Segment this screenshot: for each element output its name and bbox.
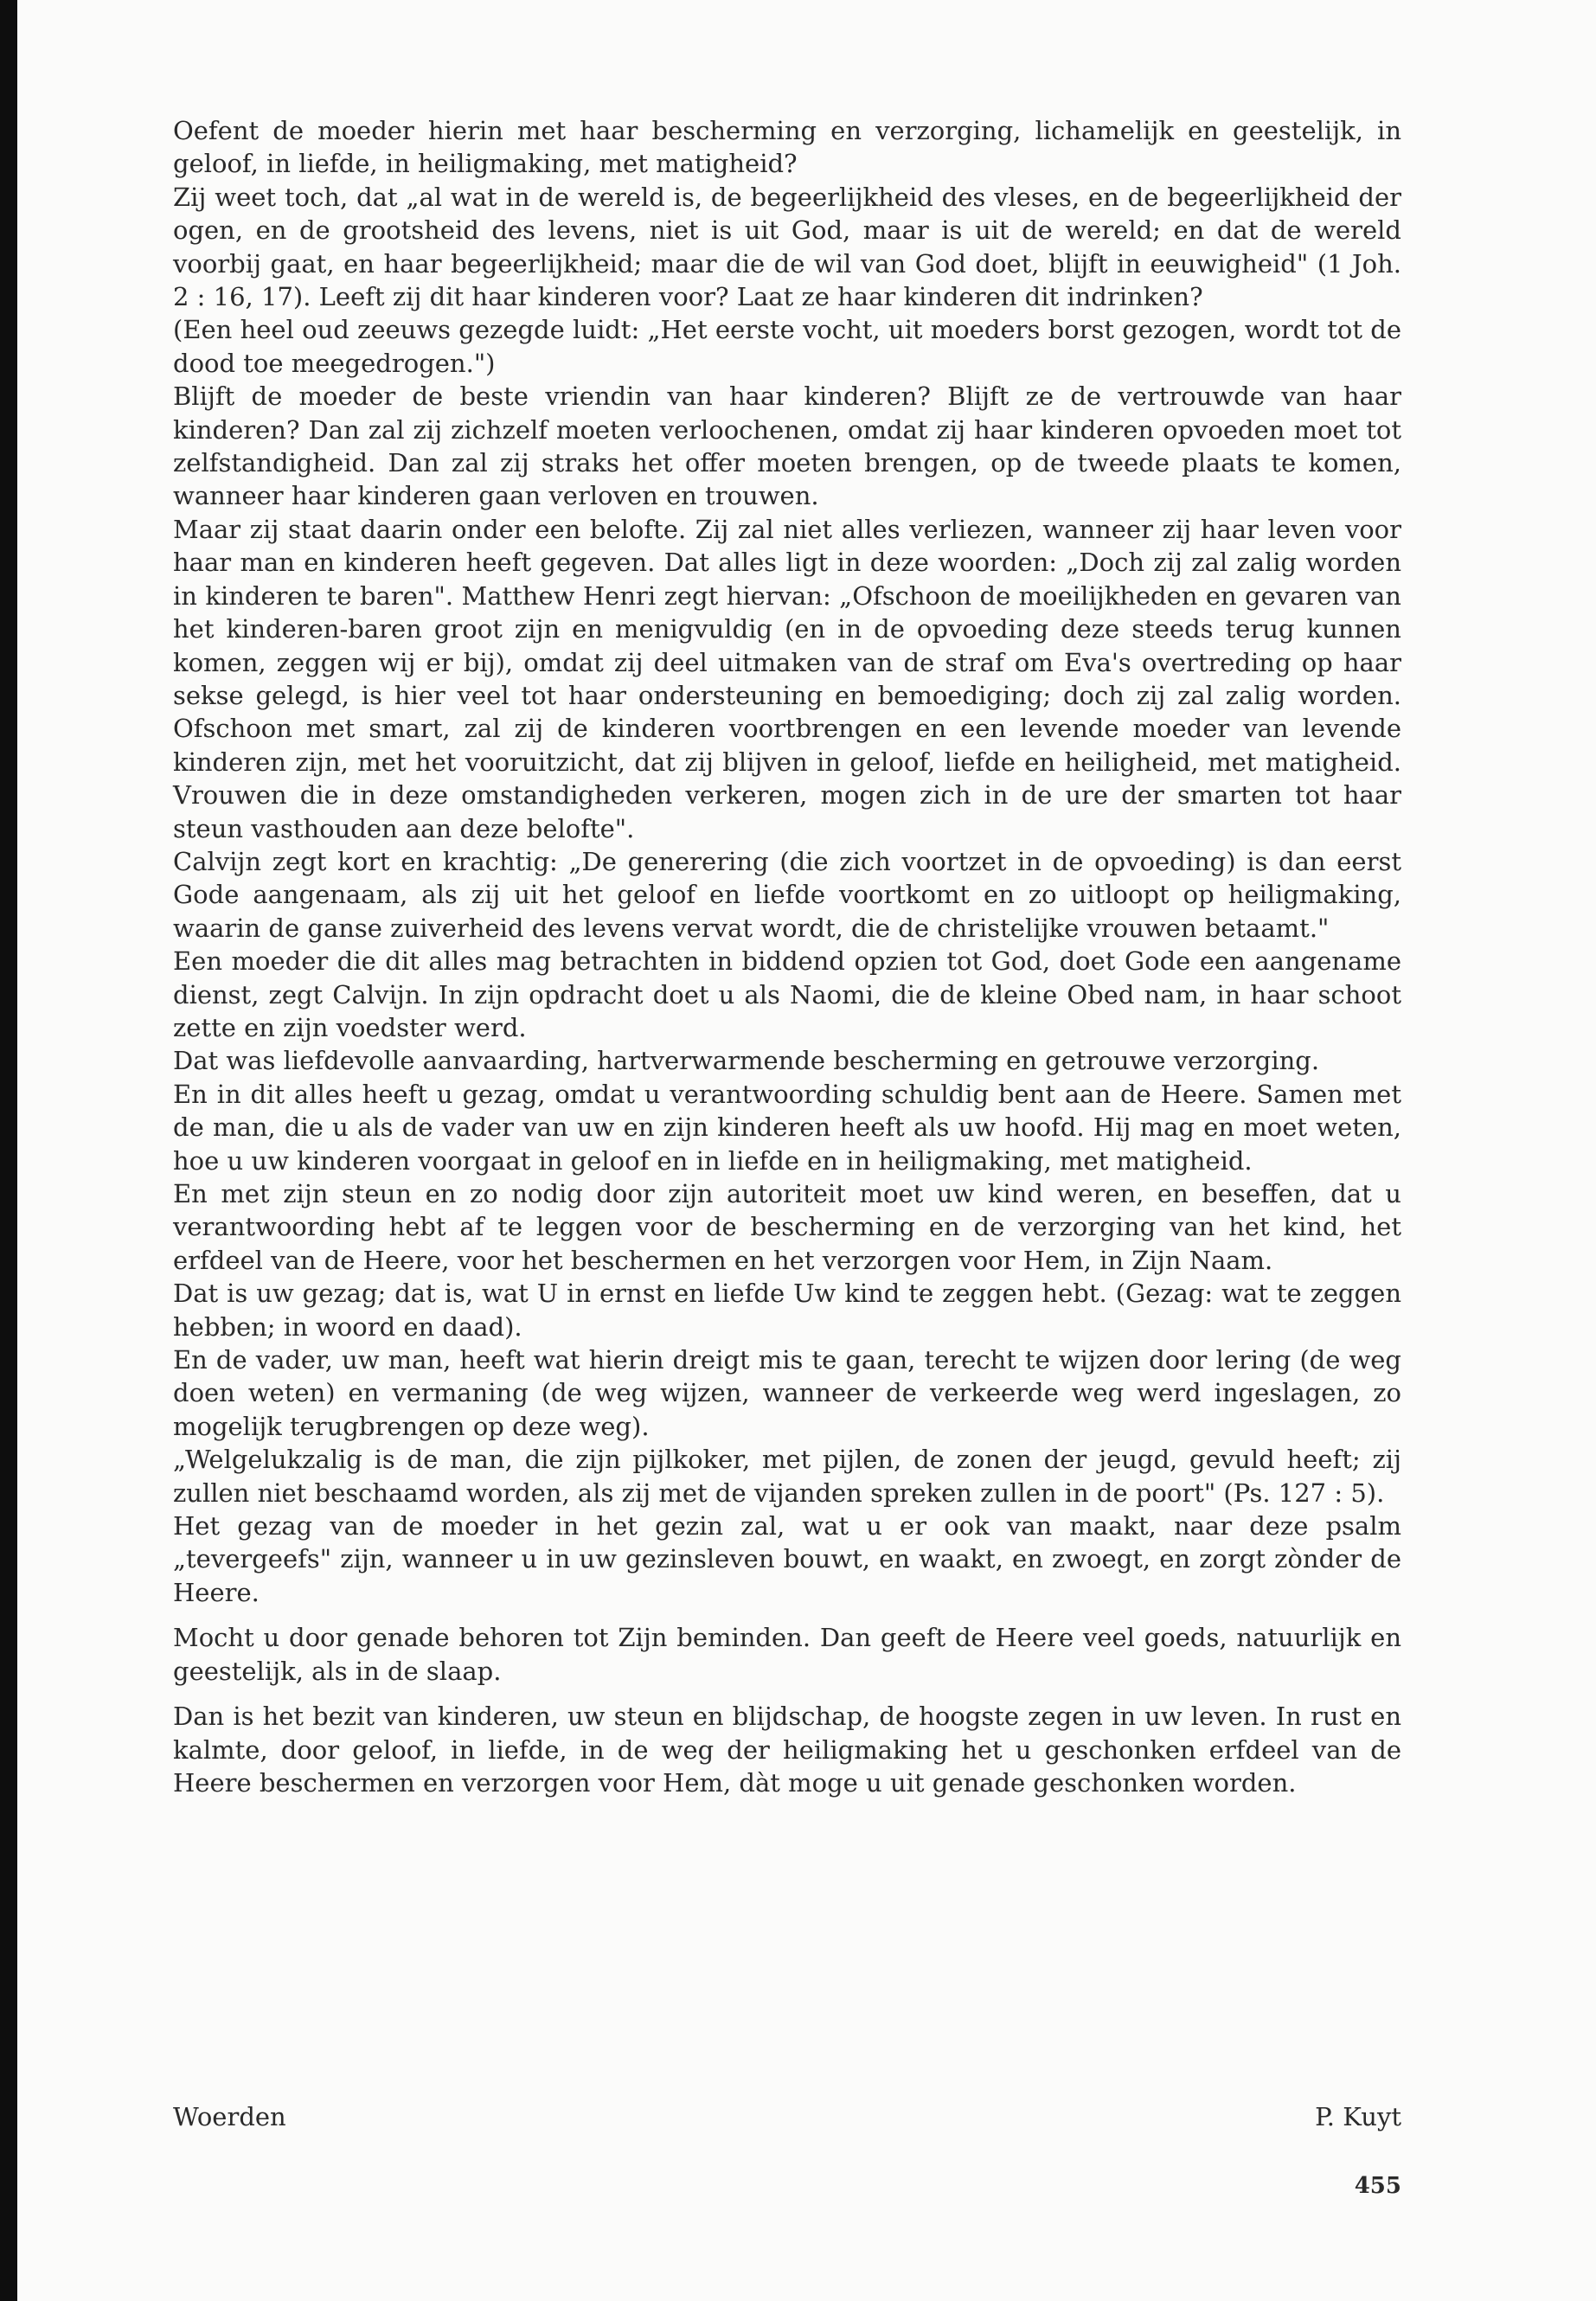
page-number: 455 <box>1354 2173 1401 2199</box>
paragraph: (Een heel oud zeeuws gezegde luidt: „Het eerste vocht, uit moeders borst gezogen, wordt tot de dood toe meegedrogen.") <box>173 315 1401 378</box>
paragraph: Mocht u door genade behoren tot Zijn beminden. Dan geeft de Heere veel goeds, natuurlijk en geestelijk, als in de slaap. <box>173 1623 1401 1686</box>
paragraph: Dat is uw gezag; dat is, wat U in ernst en liefde Uw kind te zeggen hebt. (Gezag: wat te zeggen hebben; in woord en daad). <box>173 1279 1401 1342</box>
paragraph: Het gezag van de moeder in het gezin zal, wat u er ook van maakt, naar deze psalm „tevergeefs" zijn, wanneer u in uw gezinsleven bouwt, en waakt, en zwoegt, en zorgt zònder de Heere. <box>173 1511 1401 1607</box>
paragraph: En de vader, uw man, heeft wat hierin dreigt mis te gaan, terecht te wijzen door lering (de weg doen weten) en vermaning (de weg wijzen, wanneer de verkeerde weg werd ingeslagen, zo mogelijk terugbrengen op deze weg). <box>173 1345 1401 1441</box>
signature-author: P. Kuyt <box>1315 2102 1401 2131</box>
signature-place: Woerden <box>173 2102 286 2131</box>
paragraph: Oefent de moeder hierin met haar bescherming en verzorging, lichamelijk en geestelijk, in geloof, in liefde, in heiligmaking, met matigheid? <box>173 116 1401 179</box>
paragraph: En in dit alles heeft u gezag, omdat u verantwoording schuldig bent aan de Heere. Samen met de man, die u als de vader van uw en zijn kinderen heeft als uw hoofd. Hij mag en moet weten, hoe u uw kinderen voorgaat in geloof en in liefde en in heiligmaking, met matigheid. <box>173 1079 1401 1176</box>
signature-row <box>173 2102 1401 2140</box>
paragraph: En met zijn steun en zo nodig door zijn autoriteit moet uw kind weren, en beseffen, dat u verantwoording hebt af te leggen voor de bescherming en de verzorging van het kind, het erfdeel van de Heere, voor het beschermen en het verzorgen voor Hem, in Zijn Naam. <box>173 1179 1401 1275</box>
scan-binding-edge <box>0 0 17 2301</box>
paragraph: Blijft de moeder de beste vriendin van haar kinderen? Blijft ze de vertrouwde van haar kinderen? Dan zal zij zichzelf moeten verloochenen, omdat zij haar kinderen opvoeden moet tot zelfstandigheid. Dan zal zij straks het offer moeten brengen, op de tweede plaats te komen, wanneer haar kinderen gaan verloven en trouwen. <box>173 381 1401 511</box>
paragraph: Dan is het bezit van kinderen, uw steun en blijdschap, de hoogste zegen in uw leven. In rust en kalmte, door geloof, in liefde, in de weg der heiligmaking het u geschonken erfdeel van de Heere beschermen en verzorgen voor Hem, dàt moge u uit genade geschonken worden. <box>173 1702 1401 1798</box>
paragraph: Zij weet toch, dat „al wat in de wereld is, de begeerlijkheid des vleses, en de begeerlijkheid der ogen, en de grootsheid des levens, niet is uit God, maar is uit de wereld; en dat de wereld voorbij gaat, en haar begeerlijkheid; maar die de wil van God doet, blijft in eeuwigheid" (1 Joh. 2 : 16, 17). Leeft zij dit haar kinderen voor? Laat ze haar kinderen dit indrinken? <box>173 182 1401 312</box>
paragraph: Maar zij staat daarin onder een belofte. Zij zal niet alles verliezen, wanneer zij haar leven voor haar man en kinderen heeft gegeven. Dat alles ligt in deze woorden: „Doch zij zal zalig worden in kinderen te baren". Matthew Henri zegt hiervan: „Ofschoon de moeilijkheden en gevaren van het kinderen-baren groot zijn en menigvuldig (en in de opvoeding deze steeds terug kunnen komen, zeggen wij er bij), omdat zij deel uitmaken van de straf om Eva's overtreding op haar sekse gelegd, is hier veel tot haar ondersteuning en bemoediging; doch zij zal zalig worden. Ofschoon met smart, zal zij de kinderen voortbrengen en een levende moeder van levende kinderen zijn, met het vooruitzicht, dat zij blijven in geloof, liefde en heiligheid, met matigheid. Vrouwen die in deze omstandigheden verkeren, mogen zich in de ure der smarten tot haar steun vasthouden aan deze belofte". <box>173 514 1401 843</box>
paragraph: Calvijn zegt kort en krachtig: „De generering (die zich voortzet in de opvoeding) is dan eerst Gode aangenaam, als zij uit het geloof en liefde voortkomt en zo uitloopt op heiligmaking, waarin de ganse zuiverheid des levens vervat wordt, die de christelijke vrouwen betaamt." <box>173 846 1401 943</box>
paragraph: „Welgelukzalig is de man, die zijn pijlkoker, met pijlen, de zonen der jeugd, gevuld heeft; zij zullen niet beschaamd worden, als zij met de vijanden spreken zullen in de poort" (Ps. 127 : 5). <box>173 1445 1401 1508</box>
paragraph: Dat was liefdevolle aanvaarding, hartverwarmende bescherming en getrouwe verzorging. <box>173 1046 1320 1076</box>
paragraph: Een moeder die dit alles mag betrachten in biddend opzien tot God, doet Gode een aangename dienst, zegt Calvijn. In zijn opdracht doet u als Naomi, die de kleine Obed nam, in haar schoot zette en zijn voedster werd. <box>173 946 1401 1042</box>
article-body <box>173 114 1401 1799</box>
